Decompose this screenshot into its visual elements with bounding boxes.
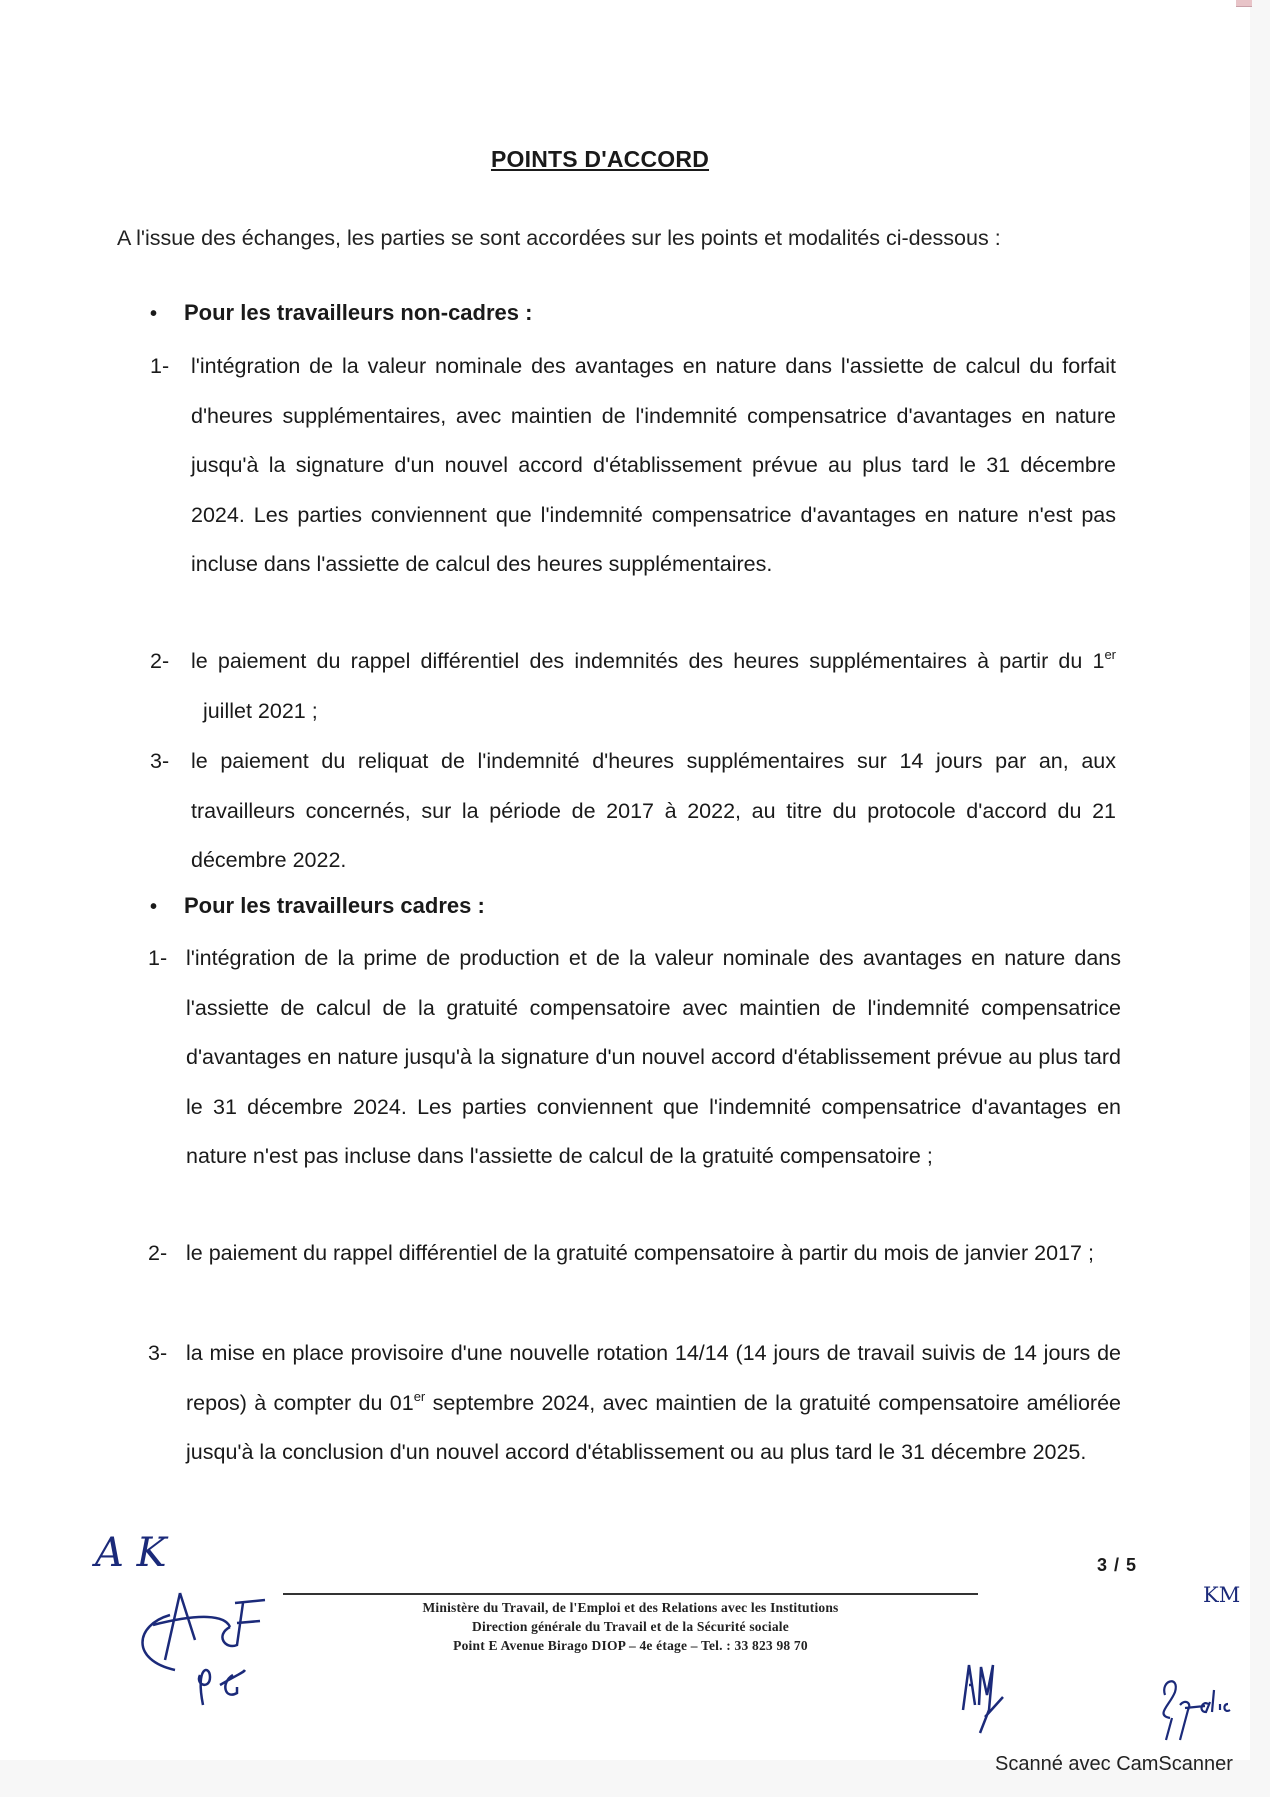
item-text: l'intégration de la prime de production et de la valeur nominale des avantages en nature dans l'assiette de calcul de la gratuité compensatoire avec maintien de l'indemnité compensatrice d'avantages en nature jusqu'à la signature d'un nouvel accord d'établissement prévue au plus tard le 31 décembre 2024. Les parties conviennent que l'indemnité compensatrice d'avantages en nature n'est pas incluse dans l'assiette de calcul de la gratuité compensatoire ; — [186, 946, 1121, 1168]
footer-line-address: Point E Avenue Birago DIOP – 4e étage – Tel. : 33 823 98 70 — [453, 1638, 808, 1653]
footer-line-ministry: Ministère du Travail, de l'Emploi et des Relations avec les Institutions — [422, 1600, 839, 1615]
list-item — [148, 1229, 1123, 1329]
item-text-part: la mise en place provisoire d'une nouvelle rotation 14/14 (14 jours de travail suivis de 14 jours de repos) à compter du 01 — [186, 1341, 1121, 1415]
section-heading-non-cadres — [150, 300, 532, 326]
list-item — [150, 637, 1120, 737]
item-text — [186, 1329, 1121, 1478]
section-heading-label: Pour les travailleurs cadres : — [184, 893, 485, 918]
list-item — [150, 737, 1120, 887]
footer-divider — [283, 1593, 978, 1595]
item-number: 3- — [148, 1341, 168, 1365]
ordinal-superscript: er — [413, 1388, 426, 1404]
page-title: POINTS D'ACCORD — [490, 146, 710, 172]
list-item — [148, 934, 1123, 1234]
item-text-part: septembre 2024, avec maintien de la gratuité compensatoire améliorée jusqu'à la conclusion d'un nouvel accord d'établissement ou au plus tard le 31 décembre 2025. — [186, 1390, 1121, 1464]
intro-paragraph: A l'issue des échanges, les parties se sont accordées sur les points et modalités ci-dessous : — [117, 226, 1001, 250]
item-number: 2- — [148, 1241, 168, 1265]
bullet-icon: • — [150, 896, 158, 918]
list-item — [150, 342, 1120, 642]
item-text: le paiement du rappel différentiel de la gratuité compensatoire à partir du mois de janvier 2017 ; — [186, 1241, 1094, 1265]
signature-am — [955, 1655, 1015, 1740]
item-number: 2- — [150, 649, 170, 673]
item-text-part: le paiement du rappel différentiel des indemnités des heures supplémentaires à partir du 1 — [191, 649, 1105, 673]
initials-km: KM — [1203, 1583, 1241, 1607]
item-text-part: juillet 2021 ; — [191, 698, 318, 723]
initials-left-top: A K — [95, 1530, 167, 1576]
corner-mark — [1236, 0, 1252, 7]
item-number: 3- — [150, 749, 170, 773]
page-number: 3 / 5 — [1097, 1555, 1138, 1575]
section-heading-label: Pour les travailleurs non-cadres : — [184, 300, 533, 325]
item-text: le paiement du reliquat de l'indemnité d'heures supplémentaires sur 14 jours par an, aux travailleurs concernés, sur la période de 2017 à 2022, au titre du protocole d'accord du 21 décembre 2022. — [191, 749, 1116, 872]
item-number: 1- — [148, 946, 168, 970]
ordinal-superscript: er — [1104, 647, 1116, 662]
signature-right — [1150, 1660, 1250, 1745]
item-text — [191, 637, 1116, 736]
item-number: 1- — [150, 354, 170, 378]
list-item — [148, 1329, 1123, 1529]
scanner-watermark: Scanné avec CamScanner — [995, 1753, 1233, 1775]
bullet-icon: • — [150, 303, 158, 325]
ministry-footer — [283, 1598, 978, 1655]
signature-left — [125, 1565, 295, 1715]
section-heading-cadres — [150, 893, 485, 919]
item-text: l'intégration de la valeur nominale des avantages en nature dans l'assiette de calcul du forfait d'heures supplémentaires, avec maintien de l'indemnité compensatrice d'avantages en nature jusqu'à la signature d'un nouvel accord d'établissement prévue au plus tard le 31 décembre 2024. Les parties conviennent que l'indemnité compensatrice d'avantages en nature n'est pas incluse dans l'assiette de calcul des heures supplémentaires. — [191, 354, 1116, 576]
footer-line-direction: Direction générale du Travail et de la Sécurité sociale — [472, 1619, 789, 1634]
